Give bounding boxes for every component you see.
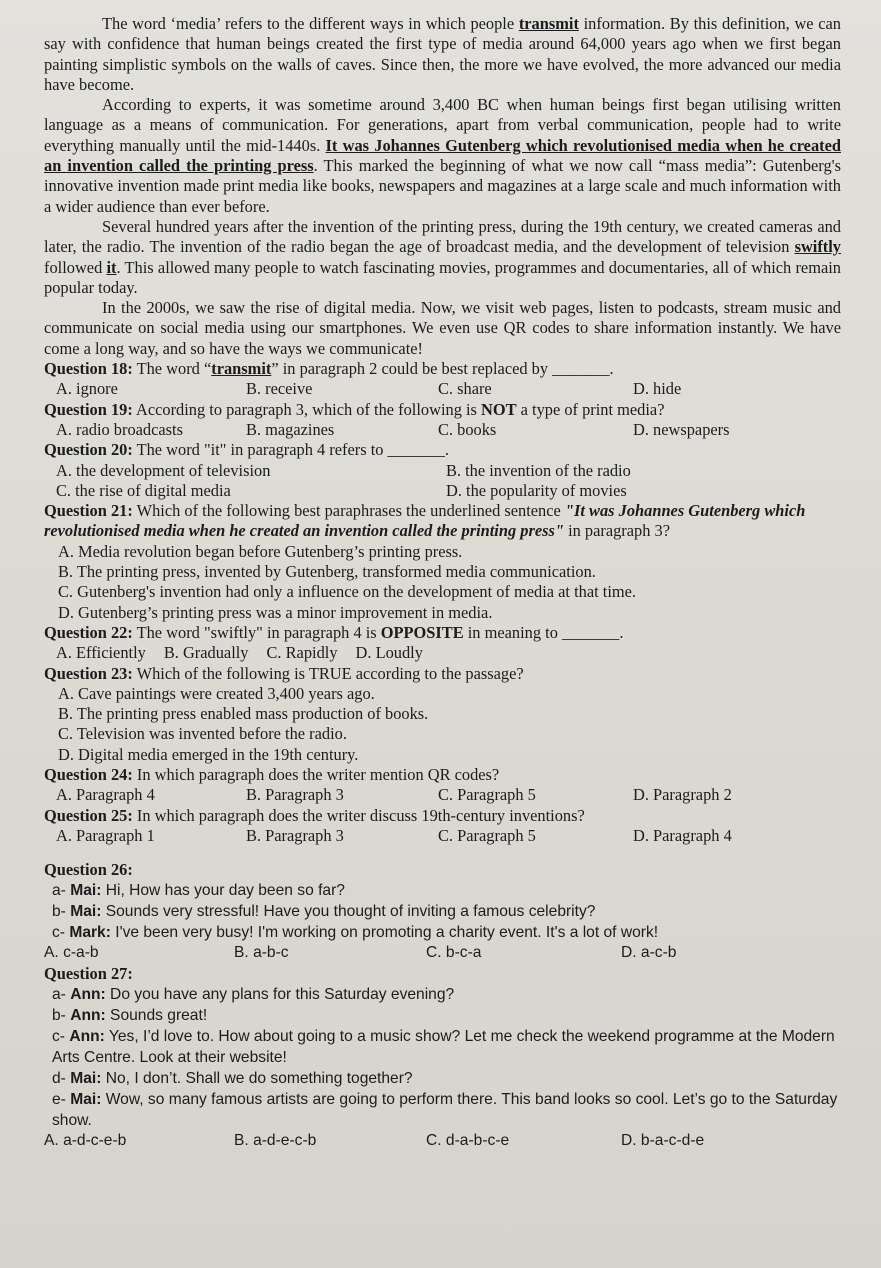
question-22-options [44,643,841,663]
option-d[interactable]: D. Gutenberg’s printing press was a minor improvement in media. [58,602,493,622]
option-b[interactable]: B. a-d-e-c-b [234,1132,317,1150]
question-20: Question 20: The word "it" in paragraph 4 refers to _______. A. the development of television B. the invention of the radio C. the rise of digital media D. the popularity of movies [44,440,841,501]
option-c[interactable]: C. Television was invented before the radio. [58,724,347,744]
option-a[interactable]: A. ignore [56,379,118,399]
option-c[interactable]: C. books [438,419,497,439]
question-24-options [44,785,841,805]
option-b[interactable]: B. Gradually [163,643,249,663]
dialogue-line: c- Mark: I've been very busy! I'm working on promoting a charity event. It's a lot of work! [52,924,659,942]
question-27: Question 27: a- Ann: Do you have any plans for this Saturday evening? b- Ann: Sounds great! c- Ann: Yes, I’d love to. How about going to a music show? Let me check the weekend programme at the Modern Arts Centre. Look at their website! d- Mai: No, I don’t. Shall we do something together? e- Mai: Wow, so many famous artists are going to perform there. This band looks so cool. Let’s go to the Saturday show. A. a-d-c-e-b B. a-d-e-c-b C. d-a-b-c-e D. b-a-c-d-e [44,964,841,1152]
option-c[interactable]: C. b-c-a [426,944,482,962]
option-a[interactable]: A. the development of television [56,460,271,480]
option-c[interactable]: C. Paragraph 5 [438,825,536,845]
paragraph-2: According to experts, it was sometime around 3,400 BC when human beings first began utilising written language as a means of communication. For generations, apart from verbal communication, people had to write everything manually until the mid-1440s. It was Johannes Gutenberg which revolutionised media when he created an invention called the printing press. This marked the beginning of what we now call “mass media”: Gutenberg's innovative invention made print media like books, newspapers and magazines at a large scale and much information with a wider audience than ever before. [44,95,841,216]
question-26-options [44,943,841,963]
option-a[interactable]: A. radio broadcasts [56,419,183,439]
question-18: Question 18: The word “transmit” in paragraph 2 could be best replaced by _______. A. ignore B. receive C. share D. hide [44,359,841,400]
option-a[interactable]: A. a-d-c-e-b [44,1132,127,1150]
dialogue-line: d- Mai: No, I don’t. Shall we do something together? [52,1070,413,1088]
option-b[interactable]: B. The printing press enabled mass production of books. [58,704,429,724]
option-a[interactable]: A. Cave paintings were created 3,400 years ago. [58,683,375,703]
dialogue-line: e- Mai: Wow, so many famous artists are going to perform there. This band looks so cool. Let’s go to the Saturday show. [52,1091,838,1130]
question-26-dialogue [44,880,841,943]
option-c[interactable]: C. Paragraph 5 [438,785,536,805]
paragraph-4: In the 2000s, we saw the rise of digital media. Now, we visit web pages, listen to podcasts, stream music and communicate on social media using our smartphones. We even use QR codes to share information instantly. We have come a long way, and so have the ways we communicate! [44,298,841,358]
option-a[interactable]: A. Media revolution began before Gutenberg’s printing press. [58,541,463,561]
paragraph-1: The word ‘media’ refers to the different ways in which people transmit information. By this definition, we can say with confidence that human beings created the first type of media around 64,000 years ago when we first began painting simplistic symbols on the walls of caves. Since then, the more we have evolved, the more advanced our media have become. [44,14,842,94]
option-d[interactable]: D. the popularity of movies [446,480,627,500]
option-c[interactable]: C. share [438,379,492,399]
option-d[interactable]: D. Loudly [355,643,423,663]
option-c[interactable]: C. Rapidly [266,643,338,663]
question-26: Question 26: a- Mai: Hi, How has your day been so far? b- Mai: Sounds very stressful! Have you thought of inviting a famous celebrity? c- Mark: I've been very busy! I'm working on promoting a charity event. It's a lot of work! A. c-a-b B. a-b-c C. b-c-a D. a-c-b [44,860,841,964]
question-27-dialogue [44,984,841,1131]
question-25: Question 25: In which paragraph does the writer discuss 19th-century inventions? A. Paragraph 1 B. Paragraph 3 C. Paragraph 5 D. Paragraph 4 [44,806,841,847]
option-c[interactable]: C. d-a-b-c-e [426,1132,510,1150]
question-19: Question 19: According to paragraph 3, which of the following is NOT a type of print media? A. radio broadcasts B. magazines C. books D. newspapers [44,400,841,441]
option-a[interactable]: A. Paragraph 4 [56,785,155,805]
question-21: Question 21: Which of the following best paraphrases the underlined sentence "It was Johannes Gutenberg which revolutionised media when he created an invention called the printing press" in paragraph 3? A. Media revolution began before Gutenberg’s printing press. B. The printing press, invented by Gutenberg, transformed media communication. C. Gutenberg's invention had only a influence on the development of media at that time. D. Gutenberg’s printing press was a minor improvement in media. [44,501,841,623]
question-23-options [44,684,841,765]
spacer [44,846,841,860]
option-b[interactable]: B. the invention of the radio [446,460,631,480]
question-27-options [44,1131,841,1151]
option-b[interactable]: B. Paragraph 3 [246,785,344,805]
option-a[interactable]: A. Paragraph 1 [56,825,155,845]
option-c[interactable]: C. the rise of digital media [56,480,231,500]
question-22: Question 22: The word "swiftly" in paragraph 4 is OPPOSITE in meaning to _______. A. Efficiently B. Gradually C. Rapidly D. Loudly [44,623,841,664]
question-23: Question 23: Which of the following is TRUE according to the passage? A. Cave paintings were created 3,400 years ago. B. The printing press enabled mass production of books. C. Television was invented before the radio. D. Digital media emerged in the 19th century. [44,664,841,765]
option-a[interactable]: A. Efficiently [56,643,146,663]
dialogue-line: c- Ann: Yes, I’d love to. How about going to a music show? Let me check the weekend programme at the Modern Arts Centre. Look at their website! [52,1028,835,1067]
option-a[interactable]: A. c-a-b [44,944,99,962]
dialogue-line: b- Mai: Sounds very stressful! Have you thought of inviting a famous celebrity? [52,903,596,921]
option-d[interactable]: D. Paragraph 2 [633,785,732,805]
option-d[interactable]: D. Paragraph 4 [633,825,732,845]
question-19-options [44,420,841,440]
option-d[interactable]: D. hide [633,379,682,399]
question-18-options [44,379,841,399]
paragraph-3: Several hundred years after the invention of the printing press, during the 19th century, we created cameras and later, the radio. The invention of the radio began the age of broadcast media, and the development of television swiftly followed it. This allowed many people to watch fascinating movies, programmes and documentaries, all of which remain popular today. [44,216,841,297]
dialogue-line: a- Ann: Do you have any plans for this Saturday evening? [52,986,455,1004]
dialogue-line: a- Mai: Hi, How has your day been so far? [52,882,345,900]
question-21-options [44,542,841,623]
dialogue-line: b- Ann: Sounds great! [52,1007,208,1025]
question-24: Question 24: In which paragraph does the writer mention QR codes? A. Paragraph 4 B. Paragraph 3 C. Paragraph 5 D. Paragraph 2 [44,765,841,806]
option-b[interactable]: B. a-b-c [234,944,289,962]
option-d[interactable]: D. a-c-b [621,944,677,962]
question-20-options [44,461,841,502]
option-b[interactable]: B. receive [246,379,313,399]
question-25-options [44,826,841,846]
option-d[interactable]: D. Digital media emerged in the 19th century. [58,744,359,764]
option-d[interactable]: D. b-a-c-d-e [621,1132,705,1150]
option-b[interactable]: B. magazines [246,419,335,439]
option-c[interactable]: C. Gutenberg's invention had only a influence on the development of media at that time. [58,582,636,602]
option-d[interactable]: D. newspapers [633,419,730,439]
option-b[interactable]: B. Paragraph 3 [246,825,344,845]
option-b[interactable]: B. The printing press, invented by Gutenberg, transformed media communication. [58,562,596,582]
